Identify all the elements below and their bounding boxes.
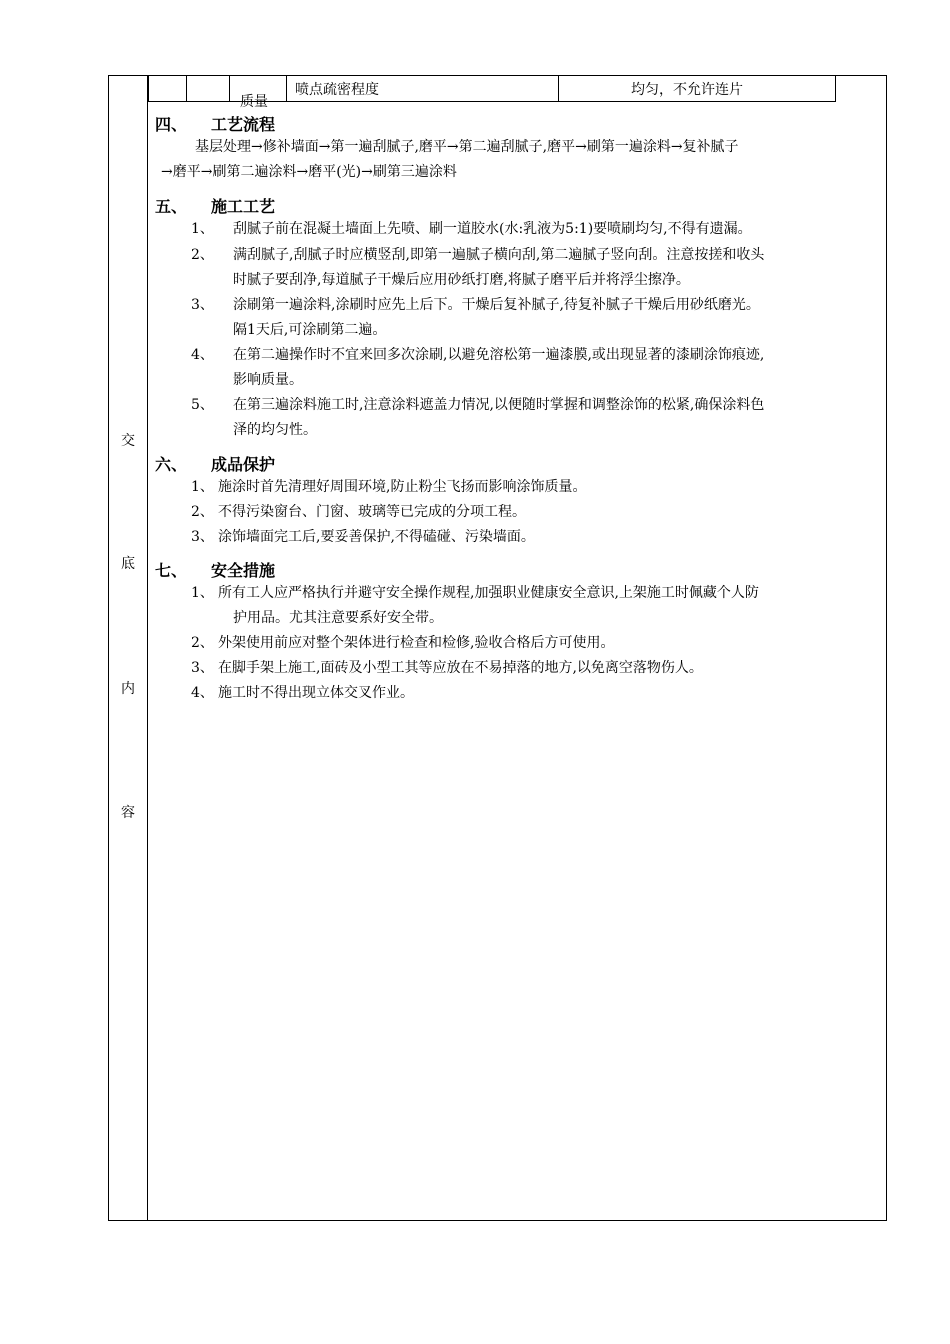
list-item-number: 1、 [191, 585, 214, 601]
list-item-number: 2、 [191, 635, 214, 651]
list-item-number: 3、 [191, 529, 214, 545]
section-number: 五、 [155, 197, 188, 216]
list-item-text: 在脚手架上施工,面砖及小型工其等应放在不易掉落的地方,以免离空落物伤人。 [218, 660, 703, 676]
list-item-number: 2、 [191, 247, 214, 263]
table-cell-item [287, 75, 559, 101]
section-heading [155, 112, 275, 135]
section-number: 四、 [155, 115, 188, 134]
section-title: 工艺流程 [211, 115, 276, 134]
quality-table-row [148, 75, 836, 110]
paragraph-line: →磨平→刷第二遍涂料→磨平(光)→刷第三遍涂料 [161, 164, 457, 180]
section-title: 安全措施 [211, 561, 276, 580]
table-cell-value [559, 75, 836, 101]
table-cell [149, 75, 187, 101]
list-item-text: 涂饰墙面完工后,要妥善保护,不得磕碰、污染墙面。 [218, 529, 535, 545]
list-item-text: 隔1天后,可涂刷第二遍。 [233, 322, 387, 338]
side-label-char: 底 [121, 556, 135, 572]
list-item-text: 涂刷第一遍涂料,涂刷时应先上后下。干燥后复补腻子,待复补腻子干燥后用砂纸磨光。 [233, 297, 760, 313]
side-label-char: 容 [121, 805, 135, 821]
list-item-number: 3、 [191, 297, 214, 313]
list-item-number: 1、 [191, 221, 214, 237]
quality-label: 质量 [240, 94, 268, 110]
list-item-text: 在第三遍涂料施工时,注意涂料遮盖力情况,以便随时掌握和调整涂饰的松紧,确保涂料色 [233, 397, 765, 413]
list-item-number: 2、 [191, 504, 214, 520]
side-label-char: 交 [121, 433, 135, 449]
list-item-number: 5、 [191, 397, 214, 413]
list-item-text: 刮腻子前在混凝土墙面上先喷、刷一道胶水(水:乳液为5:1)要喷刷均匀,不得有遗漏。 [233, 221, 752, 237]
table-cell-label [230, 75, 287, 110]
list-item-text: 所有工人应严格执行并避守安全操作规程,加强职业健康安全意识,上架施工时佩藏个人防 [218, 585, 759, 601]
quality-value: 均匀，不允许连片 [631, 82, 743, 98]
list-item-text: 施工时不得出现立体交叉作业。 [218, 685, 414, 701]
list-item-text: 满刮腻子,刮腻子时应横竖刮,即第一遍腻子横向刮,第二遍腻子竖向刮。注意按搓和收头 [233, 247, 765, 263]
side-label-char: 内 [121, 681, 135, 697]
list-item-text: 不得污染窗台、门窗、玻璃等已完成的分项工程。 [218, 504, 526, 520]
list-item-text: 影响质量。 [233, 372, 303, 388]
side-label-column [108, 75, 148, 1221]
list-item-text: 外架使用前应对整个架体进行检查和检修,验收合格后方可使用。 [218, 635, 615, 651]
paragraph-line: 基层处理→修补墙面→第一遍刮腻子,磨平→第二遍刮腻子,磨平→刷第一遍涂料→复补腻子 [195, 139, 739, 155]
section-heading [155, 558, 275, 581]
section-heading [155, 194, 275, 217]
list-item-text: 时腻子要刮净,每道腻子干燥后应用砂纸打磨,将腻子磨平后并将浮尘擦净。 [233, 272, 690, 288]
list-item-number: 4、 [191, 347, 214, 363]
section-title: 成品保护 [211, 455, 276, 474]
list-item-text: 施涂时首先清理好周围环境,防止粉尘飞扬而影响涂饰质量。 [218, 479, 587, 495]
list-item-number: 1、 [191, 479, 214, 495]
section-title: 施工工艺 [211, 197, 276, 216]
list-item-text: 泽的均匀性。 [233, 422, 317, 438]
section-heading [155, 452, 275, 475]
list-item-text: 护用品。尤其注意要系好安全带。 [233, 610, 443, 626]
quality-item: 喷点疏密程度 [295, 82, 379, 98]
list-item-number: 3、 [191, 660, 214, 676]
table-cell [187, 75, 230, 101]
section-number: 七、 [155, 561, 188, 580]
list-item-text: 在第二遍操作时不宜来回多次涂刷,以避免溶松第一遍漆膜,或出现显著的漆刷涂饰痕迹, [233, 347, 765, 363]
list-item-number: 4、 [191, 685, 214, 701]
section-number: 六、 [155, 455, 188, 474]
